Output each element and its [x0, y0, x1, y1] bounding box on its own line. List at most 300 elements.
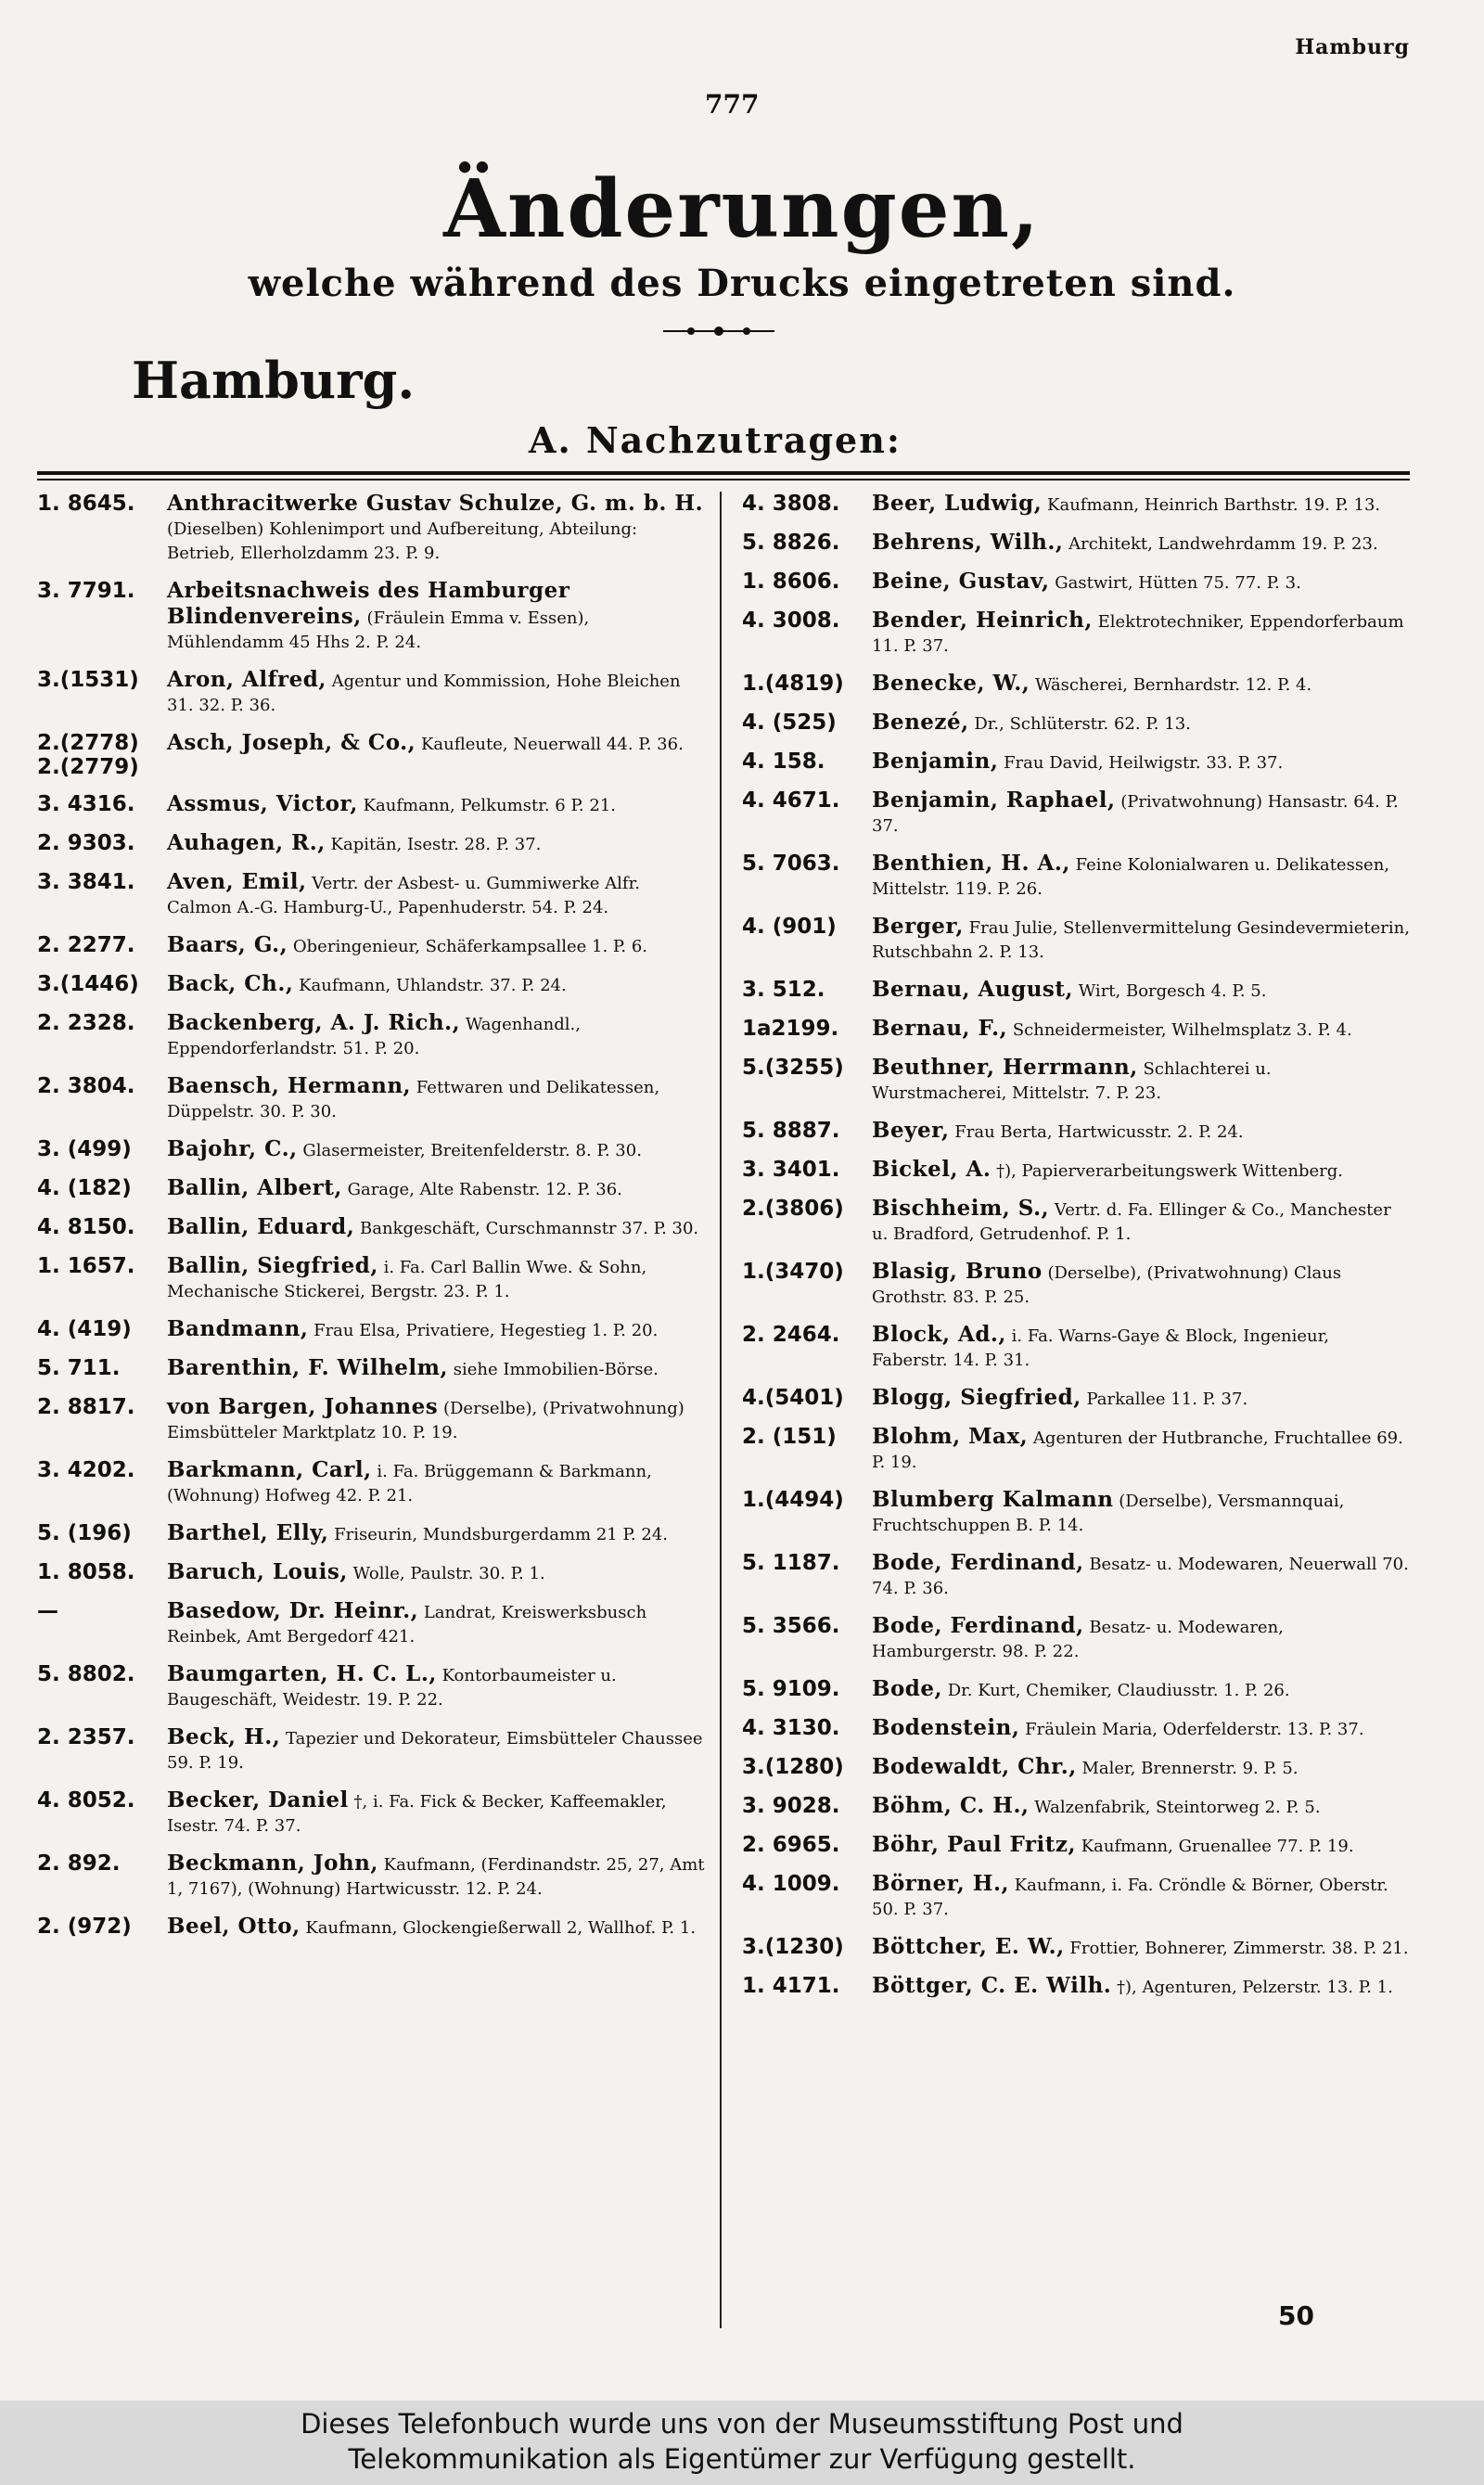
- entry-body: [167, 492, 705, 566]
- entry-phone-code: —: [37, 1599, 58, 1623]
- entry-phone-code: 2. 892.: [37, 1851, 121, 1876]
- entry-details: Kaufmann, Uhlandstr. 37. P. 24.: [299, 976, 567, 995]
- directory-entry: [37, 1356, 705, 1382]
- entry-details: Dr., Schlüterstr. 62. P. 13.: [974, 714, 1191, 734]
- entry-name: Bodenstein,: [872, 1715, 1020, 1740]
- entry-body: [872, 1872, 1410, 1922]
- entry-phone-code: 4. 3808.: [742, 492, 840, 516]
- entry-phone-code: 1.(3470): [742, 1260, 844, 1284]
- entry-name: Barenthin, F. Wilhelm,: [167, 1355, 449, 1380]
- directory-entry: [37, 1137, 705, 1163]
- entry-body: [167, 1356, 705, 1382]
- entry-details: †, i. Fa. Fick & Becker, Kaffeemakler, Isestr. 74. P. 37.: [167, 1792, 667, 1836]
- directory-entry: [37, 831, 705, 857]
- column-divider: [720, 492, 722, 2328]
- entry-details: Wagenhandl., Eppendorferlandstr. 51. P. 20.: [167, 1015, 581, 1058]
- directory-entry: [37, 933, 705, 959]
- entry-name: Arbeitsnachweis des Hamburger Blindenvereins,: [167, 578, 570, 629]
- footer-credit: [0, 2401, 1484, 2485]
- page-number: 777: [705, 89, 760, 120]
- entry-body: [167, 1915, 705, 1941]
- entry-body: [167, 870, 705, 920]
- entry-phone-code: 1.(4819): [742, 672, 844, 696]
- entry-details: Tapezier und Dekorateur, Eimsbütteler Chaussee 59. P. 19.: [167, 1729, 703, 1773]
- entry-body: [167, 1254, 705, 1304]
- entry-name: Baars, G.,: [167, 932, 288, 957]
- entry-phone-code: 3. 7791.: [37, 579, 135, 603]
- entry-name: Anthracitwerke Gustav Schulze, G. m. b. H.: [167, 491, 704, 516]
- entry-details: †), Agenturen, Pelzerstr. 13. P. 1.: [1117, 1978, 1393, 1997]
- entry-details: Garage, Alte Rabenstr. 12. P. 36.: [347, 1180, 622, 1199]
- entry-phone-code: 4. 4671.: [742, 788, 840, 813]
- entry-body: [872, 749, 1410, 775]
- entry-name: Benthien, H. A.,: [872, 851, 1070, 876]
- entry-details: Agentur und Kommission, Hohe Bleichen 31. 32. P. 36.: [167, 672, 681, 715]
- entry-details: Frau David, Heilwigstr. 33. P. 37.: [1004, 753, 1284, 773]
- entry-name: Blohm, Max,: [872, 1424, 1029, 1449]
- entry-name: Behrens, Wilh.,: [872, 530, 1064, 555]
- entry-details: Besatz- u. Modewaren, Neuerwall 70. 74. P. 36.: [872, 1555, 1409, 1598]
- entry-details: (Fräulein Emma v. Essen), Mühlendamm 45 Hhs 2. P. 24.: [167, 608, 590, 652]
- entry-body: [167, 1137, 705, 1163]
- entry-name: Baumgarten, H. C. L.,: [167, 1661, 437, 1686]
- entry-name: Böttger, C. E. Wilh.: [872, 1973, 1112, 1998]
- entry-phone-code: 2. 2277.: [37, 933, 135, 957]
- entry-name: Beyer,: [872, 1118, 950, 1143]
- directory-entry: [742, 1677, 1410, 1703]
- directory-entry: [742, 852, 1410, 902]
- entry-name: Bode, Ferdinand,: [872, 1613, 1084, 1638]
- directory-entry: [742, 1614, 1410, 1664]
- entry-details: i. Fa. Brüggemann & Barkmann, (Wohnung) Hofweg 42. P. 21.: [167, 1462, 652, 1505]
- entry-phone-code: 1. 4171.: [742, 1974, 840, 1998]
- entry-details: Gastwirt, Hütten 75. 77. P. 3.: [1055, 573, 1301, 593]
- entry-name: Benecke, W.,: [872, 671, 1030, 696]
- entry-phone-code: 4. 3008.: [742, 608, 840, 633]
- entry-phone-code: 1.(4494): [742, 1488, 844, 1512]
- entry-body: [872, 1551, 1410, 1601]
- directory-entry: [37, 1662, 705, 1712]
- entry-name: Beer, Ludwig,: [872, 491, 1043, 516]
- entry-name: Ballin, Eduard,: [167, 1214, 355, 1239]
- directory-entry: [37, 1521, 705, 1547]
- entry-phone-code: 3.(1531): [37, 668, 139, 692]
- directory-entry: [37, 1011, 705, 1061]
- entry-details: Glasermeister, Breitenfelderstr. 8. P. 30.: [302, 1141, 642, 1160]
- entry-body: [167, 668, 705, 718]
- directory-entry: [742, 1386, 1410, 1412]
- entry-phone-code: 5. 8826.: [742, 531, 840, 555]
- entry-details: Kaufmann, Glockengießerwall 2, Wallhof. P. 1.: [305, 1918, 697, 1938]
- directory-entry: [742, 1488, 1410, 1538]
- entry-body: [167, 1599, 705, 1649]
- entry-name: Bernau, August,: [872, 977, 1074, 1002]
- entry-phone-code: 3.(1280): [742, 1755, 844, 1779]
- entry-phone-code: 5. 8802.: [37, 1662, 135, 1686]
- entry-phone-code: 5. 8887.: [742, 1119, 840, 1143]
- directory-entry: [37, 1915, 705, 1941]
- entry-name: Bender, Heinrich,: [872, 608, 1093, 633]
- entry-phone-code: 1. 8645.: [37, 492, 135, 516]
- entry-body: [872, 1017, 1410, 1043]
- entry-body: [872, 1197, 1410, 1247]
- entry-phone-code: 4. (419): [37, 1317, 132, 1341]
- footer-line-1: Dieses Telefonbuch wurde uns von der Museumsstiftung Post und: [301, 2408, 1183, 2440]
- directory-entry: [742, 1794, 1410, 1820]
- entry-details: Kaufmann, Heinrich Barthstr. 19. P. 13.: [1047, 495, 1381, 515]
- entry-details: Kaufmann, i. Fa. Cröndle & Börner, Oberstr. 50. P. 37.: [872, 1876, 1388, 1919]
- directory-entry: [742, 788, 1410, 839]
- entry-body: [872, 1794, 1410, 1820]
- entry-name: Bandmann,: [167, 1316, 309, 1341]
- entry-body: [872, 531, 1410, 557]
- directory-entry: [742, 1056, 1410, 1106]
- directory-entry: [37, 579, 705, 655]
- entry-details: Parkallee 11. P. 37.: [1086, 1390, 1248, 1409]
- directory-entry: [37, 1788, 705, 1838]
- footer-line-2: Telekommunikation als Eigentümer zur Verfügung gestellt.: [348, 2443, 1136, 2475]
- directory-entry: [742, 1935, 1410, 1961]
- entry-body: [872, 1056, 1410, 1106]
- entry-name: Becker, Daniel: [167, 1787, 349, 1813]
- page-title: Änderungen,: [443, 162, 1041, 256]
- entry-body: [872, 1833, 1410, 1859]
- directory-entry: [742, 749, 1410, 775]
- entry-body: [872, 1425, 1410, 1475]
- entry-body: [872, 1323, 1410, 1373]
- entry-body: [872, 1386, 1410, 1412]
- entry-body: [167, 1521, 705, 1547]
- entry-body: [167, 1215, 705, 1241]
- directory-entry: [742, 570, 1410, 596]
- entry-phone-code: 3. 3401.: [742, 1158, 840, 1182]
- entry-phone-code: 2.(3806): [742, 1197, 844, 1221]
- entry-details: Vertr. d. Fa. Ellinger & Co., Manchester u. Bradford, Getrudenhof. P. 1.: [872, 1200, 1391, 1244]
- ornament-divider-icon: [663, 325, 774, 338]
- entry-phone-code: 4. 8052.: [37, 1788, 135, 1813]
- entry-details: (Derselbe), Versmannquai, Fruchtschuppen B. P. 14.: [872, 1492, 1345, 1535]
- entry-body: [872, 1716, 1410, 1742]
- entry-name: Barkmann, Carl,: [167, 1457, 372, 1482]
- entry-phone-code: 2. 8817.: [37, 1395, 135, 1419]
- entry-phone-code: 2.(2778) 2.(2779): [37, 731, 139, 779]
- entry-body: [167, 1662, 705, 1712]
- entry-details: Kaufleute, Neuerwall 44. P. 36.: [420, 735, 684, 754]
- entry-phone-code: 4. 158.: [742, 749, 825, 774]
- directory-entry: [37, 870, 705, 920]
- directory-entry: [742, 1755, 1410, 1781]
- entry-details: Frau Julie, Stellenvermittelung Gesindevermieterin, Rutschbahn 2. P. 13.: [872, 918, 1410, 962]
- entry-name: von Bargen, Johannes: [167, 1394, 439, 1419]
- city-heading: Hamburg.: [132, 351, 416, 410]
- entry-phone-code: 1a2199.: [742, 1017, 839, 1041]
- entry-body: [872, 1974, 1410, 2000]
- directory-entry: [37, 1317, 705, 1343]
- directory-entry: [37, 1074, 705, 1124]
- entry-body: [167, 1725, 705, 1775]
- entry-phone-code: 5. 9109.: [742, 1677, 840, 1701]
- sheet-number: 50: [1278, 2300, 1314, 2331]
- entry-details: Dr. Kurt, Chemiker, Claudiusstr. 1. P. 26.: [947, 1681, 1290, 1700]
- entry-body: [167, 1458, 705, 1508]
- entry-phone-code: 3. (499): [37, 1137, 132, 1161]
- entry-body: [872, 492, 1410, 518]
- entry-name: Aven, Emil,: [167, 869, 307, 894]
- section-heading: A. Nachzutragen:: [529, 419, 902, 461]
- entry-phone-code: 3. 9028.: [742, 1794, 840, 1818]
- entry-phone-code: 3.(1446): [37, 972, 139, 996]
- entry-name: Bode,: [872, 1676, 943, 1701]
- entry-details: Kapitän, Isestr. 28. P. 37.: [330, 835, 542, 854]
- entry-phone-code: 2. 6965.: [742, 1833, 840, 1857]
- entry-name: Blogg, Siegfried,: [872, 1385, 1081, 1410]
- entry-name: Böttcher, E. W.,: [872, 1934, 1065, 1959]
- entry-details: Landrat, Kreiswerksbusch Reinbek, Amt Bergedorf 421.: [167, 1603, 647, 1646]
- entry-details: Kaufmann, Gruenallee 77. P. 19.: [1081, 1837, 1354, 1856]
- entry-name: Bajohr, C.,: [167, 1136, 298, 1161]
- entry-name: Bode, Ferdinand,: [872, 1550, 1084, 1575]
- entry-body: [167, 1788, 705, 1838]
- entry-details: Schlachterei u. Wurstmacherei, Mittelstr. 7. P. 23.: [872, 1059, 1272, 1103]
- entry-body: [167, 831, 705, 857]
- entry-body: [872, 570, 1410, 596]
- entry-body: [872, 672, 1410, 698]
- entry-name: Benjamin, Raphael,: [872, 788, 1116, 813]
- directory-entry: [742, 1017, 1410, 1043]
- entry-name: Bodewaldt, Chr.,: [872, 1754, 1077, 1779]
- entry-phone-code: 5. 3566.: [742, 1614, 840, 1638]
- directory-entry: [37, 1215, 705, 1241]
- entry-phone-code: 5. 7063.: [742, 852, 840, 876]
- entry-phone-code: 4. (901): [742, 915, 837, 939]
- directory-entry: [742, 1158, 1410, 1184]
- entry-phone-code: 1. 8606.: [742, 570, 840, 594]
- left-column: [37, 492, 705, 1953]
- directory-entry: [742, 1119, 1410, 1145]
- entry-name: Baruch, Louis,: [167, 1559, 348, 1584]
- entry-name: Back, Ch.,: [167, 971, 294, 996]
- entry-name: Benezé,: [872, 710, 969, 735]
- directory-entry: [37, 1395, 705, 1445]
- directory-entry: [37, 1560, 705, 1586]
- entry-phone-code: 4. (525): [742, 711, 837, 735]
- entry-body: [167, 1176, 705, 1202]
- entry-details: Vertr. der Asbest- u. Gummiwerke Alfr. Calmon A.-G. Hamburg-U., Papenhuderstr. 54. P. 24.: [167, 874, 640, 917]
- entry-name: Block, Ad.,: [872, 1322, 1006, 1347]
- entry-details: Kontorbaumeister u. Baugeschäft, Weidestr. 19. P. 22.: [167, 1666, 617, 1710]
- entry-phone-code: 3. 3841.: [37, 870, 135, 894]
- entry-name: Bernau, F.,: [872, 1016, 1008, 1041]
- directory-entry: [742, 978, 1410, 1004]
- entry-phone-code: 1. 8058.: [37, 1560, 135, 1584]
- entry-phone-code: 3. 4202.: [37, 1458, 135, 1482]
- entry-details: Elektrotechniker, Eppendorferbaum 11. P. 37.: [872, 612, 1404, 656]
- entry-body: [167, 1074, 705, 1124]
- entry-details: (Derselbe), (Privatwohnung) Claus Grothstr. 83. P. 25.: [872, 1263, 1342, 1307]
- entry-phone-code: 5. 1187.: [742, 1551, 840, 1575]
- entry-body: [872, 852, 1410, 902]
- entry-details: (Dieselben) Kohlenimport und Aufbereitung, Abteilung: Betrieb, Ellerholzdamm 23. P. 9.: [167, 519, 638, 563]
- entry-details: Frau Berta, Hartwicusstr. 2. P. 24.: [954, 1122, 1244, 1142]
- entry-name: Aron, Alfred,: [167, 667, 326, 692]
- entry-body: [872, 788, 1410, 839]
- entry-phone-code: 4. 3130.: [742, 1716, 840, 1740]
- entry-name: Beckmann, John,: [167, 1851, 378, 1876]
- entry-phone-code: 2. (151): [742, 1425, 837, 1449]
- entry-details: Bankgeschäft, Curschmannstr 37. P. 30.: [359, 1219, 699, 1238]
- entry-body: [167, 972, 705, 998]
- entry-name: Beuthner, Herrmann,: [872, 1055, 1138, 1080]
- entry-phone-code: 2. (972): [37, 1915, 132, 1939]
- header-rule-thin: [37, 479, 1410, 480]
- entry-body: [872, 1260, 1410, 1310]
- directory-entry: [742, 1833, 1410, 1859]
- entry-phone-code: 4.(5401): [742, 1386, 844, 1410]
- entry-phone-code: 3. 4316.: [37, 792, 135, 816]
- directory-entry: [742, 1716, 1410, 1742]
- entry-phone-code: 2. 2464.: [742, 1323, 840, 1347]
- entry-body: [872, 1488, 1410, 1538]
- directory-entry: [742, 531, 1410, 557]
- entry-name: Beck, H.,: [167, 1724, 281, 1749]
- entry-body: [872, 608, 1410, 659]
- entry-details: Architekt, Landwehrdamm 19. P. 23.: [1068, 534, 1378, 554]
- entry-name: Börner, H.,: [872, 1871, 1009, 1896]
- entry-details: i. Fa. Warns-Gaye & Block, Ingenieur, Faberstr. 14. P. 31.: [872, 1326, 1329, 1370]
- entry-name: Beel, Otto,: [167, 1914, 301, 1939]
- entry-body: [167, 792, 705, 818]
- entry-name: Beine, Gustav,: [872, 569, 1050, 594]
- entry-details: i. Fa. Carl Ballin Wwe. & Sohn, Mechanische Stickerei, Bergstr. 23. P. 1.: [167, 1258, 647, 1301]
- entry-body: [872, 1614, 1410, 1664]
- entry-body: [167, 1395, 705, 1445]
- directory-entry: [37, 1458, 705, 1508]
- directory-entry: [37, 1725, 705, 1775]
- entry-body: [872, 915, 1410, 965]
- directory-entry: [742, 1551, 1410, 1601]
- entry-details: Frau Elsa, Privatiere, Hegestieg 1. P. 20.: [313, 1321, 659, 1340]
- entry-name: Ballin, Siegfried,: [167, 1253, 378, 1278]
- entry-details: Frottier, Bohnerer, Zimmerstr. 38. P. 21.: [1069, 1939, 1409, 1958]
- entry-name: Auhagen, R.,: [167, 830, 326, 855]
- entry-name: Böhm, C. H.,: [872, 1793, 1030, 1818]
- entry-phone-code: 4. 1009.: [742, 1872, 840, 1896]
- directory-entry: [37, 668, 705, 718]
- directory-entry: [37, 972, 705, 998]
- entry-details: Besatz- u. Modewaren, Hamburgerstr. 98. P. 22.: [872, 1618, 1284, 1661]
- entry-details: Kaufmann, Pelkumstr. 6 P. 21.: [363, 796, 616, 815]
- directory-entry: [742, 711, 1410, 737]
- entry-body: [167, 731, 705, 779]
- entry-phone-code: 2. 3804.: [37, 1074, 135, 1098]
- entry-phone-code: 2. 2328.: [37, 1011, 135, 1035]
- corner-city-label: Hamburg: [1295, 35, 1410, 59]
- directory-entry: [742, 492, 1410, 518]
- entry-details: Oberingenieur, Schäferkampsallee 1. P. 6.: [292, 937, 648, 956]
- entry-phone-code: 3.(1230): [742, 1935, 844, 1959]
- entry-phone-code: 4. (182): [37, 1176, 132, 1200]
- entry-body: [167, 579, 705, 655]
- entry-details: Fräulein Maria, Oderfelderstr. 13. P. 37.: [1025, 1720, 1364, 1739]
- entry-details: Kaufmann, (Ferdinandstr. 25, 27, Amt 1, 7167), (Wohnung) Hartwicusstr. 12. P. 24.: [167, 1855, 705, 1899]
- entry-details: siehe Immobilien-Börse.: [453, 1360, 659, 1379]
- entry-details: Wirt, Borgesch 4. P. 5.: [1078, 981, 1267, 1001]
- entry-body: [167, 1851, 705, 1902]
- entry-name: Ballin, Albert,: [167, 1175, 342, 1200]
- entry-details: (Privatwohnung) Hansastr. 64. P. 37.: [872, 792, 1399, 836]
- entry-phone-code: 2. 9303.: [37, 831, 135, 855]
- entry-phone-code: 1. 1657.: [37, 1254, 135, 1278]
- entry-body: [872, 1119, 1410, 1145]
- entry-details: Feine Kolonialwaren u. Delikatessen, Mittelstr. 119. P. 26.: [872, 855, 1390, 899]
- entry-name: Benjamin,: [872, 749, 999, 774]
- directory-entry: [742, 1260, 1410, 1310]
- entry-details: Maler, Brennerstr. 9. P. 5.: [1081, 1759, 1298, 1778]
- entry-details: Agenturen der Hutbranche, Fruchtallee 69. P. 19.: [872, 1428, 1403, 1472]
- entry-phone-code: 5. (196): [37, 1521, 132, 1545]
- directory-entry: [742, 672, 1410, 698]
- entry-phone-code: 2. 2357.: [37, 1725, 135, 1749]
- directory-entry: [37, 792, 705, 818]
- entry-name: Blumberg Kalmann: [872, 1487, 1114, 1512]
- entry-phone-code: 5.(3255): [742, 1056, 844, 1080]
- entry-name: Assmus, Victor,: [167, 791, 358, 816]
- entry-name: Blasig, Bruno: [872, 1259, 1043, 1284]
- entry-name: Bischheim, S.,: [872, 1196, 1050, 1221]
- entry-details: †), Papierverarbeitungswerk Wittenberg.: [996, 1161, 1343, 1181]
- entry-details: Walzenfabrik, Steintorweg 2. P. 5.: [1034, 1798, 1321, 1817]
- entry-details: Friseurin, Mundsburgerdamm 21 P. 24.: [334, 1525, 668, 1544]
- directory-entry: [37, 1254, 705, 1304]
- entry-phone-code: 5. 711.: [37, 1356, 121, 1380]
- directory-entry: [37, 492, 705, 566]
- directory-entry: [742, 1872, 1410, 1922]
- directory-entry: [742, 1425, 1410, 1475]
- directory-entry: [37, 731, 705, 779]
- entry-details: (Derselbe), (Privatwohnung) Eimsbütteler Marktplatz 10. P. 19.: [167, 1399, 684, 1442]
- entry-body: [872, 1158, 1410, 1184]
- entry-name: Baensch, Hermann,: [167, 1073, 412, 1098]
- entry-phone-code: 4. 8150.: [37, 1215, 135, 1239]
- entry-name: Barthel, Elly,: [167, 1520, 329, 1545]
- entry-body: [167, 1317, 705, 1343]
- directory-entry: [37, 1599, 705, 1649]
- entry-name: Böhr, Paul Fritz,: [872, 1832, 1076, 1857]
- entry-name: Backenberg, A. J. Rich.,: [167, 1010, 461, 1035]
- entry-body: [872, 978, 1410, 1004]
- entry-name: Asch, Joseph, & Co.,: [167, 730, 416, 755]
- entry-body: [872, 711, 1410, 737]
- entry-phone-code: 3. 512.: [742, 978, 825, 1002]
- entry-body: [167, 933, 705, 959]
- entry-body: [872, 1755, 1410, 1781]
- entry-name: Bickel, A.: [872, 1157, 991, 1182]
- page-subtitle: welche während des Drucks eingetreten sind.: [248, 262, 1236, 305]
- directory-entry: [742, 1323, 1410, 1373]
- entry-details: Wäscherei, Bernhardstr. 12. P. 4.: [1035, 675, 1312, 695]
- right-column: [742, 492, 1410, 2013]
- directory-entry: [37, 1176, 705, 1202]
- entry-details: Wolle, Paulstr. 30. P. 1.: [352, 1564, 545, 1583]
- entry-body: [872, 1935, 1410, 1961]
- entry-details: Fettwaren und Delikatessen, Düppelstr. 30. P. 30.: [167, 1078, 660, 1121]
- directory-entry: [742, 608, 1410, 659]
- entry-name: Basedow, Dr. Heinr.,: [167, 1598, 419, 1623]
- directory-entry: [742, 1197, 1410, 1247]
- entry-body: [167, 1560, 705, 1586]
- directory-entry: [37, 1851, 705, 1902]
- directory-entry: [742, 1974, 1410, 2000]
